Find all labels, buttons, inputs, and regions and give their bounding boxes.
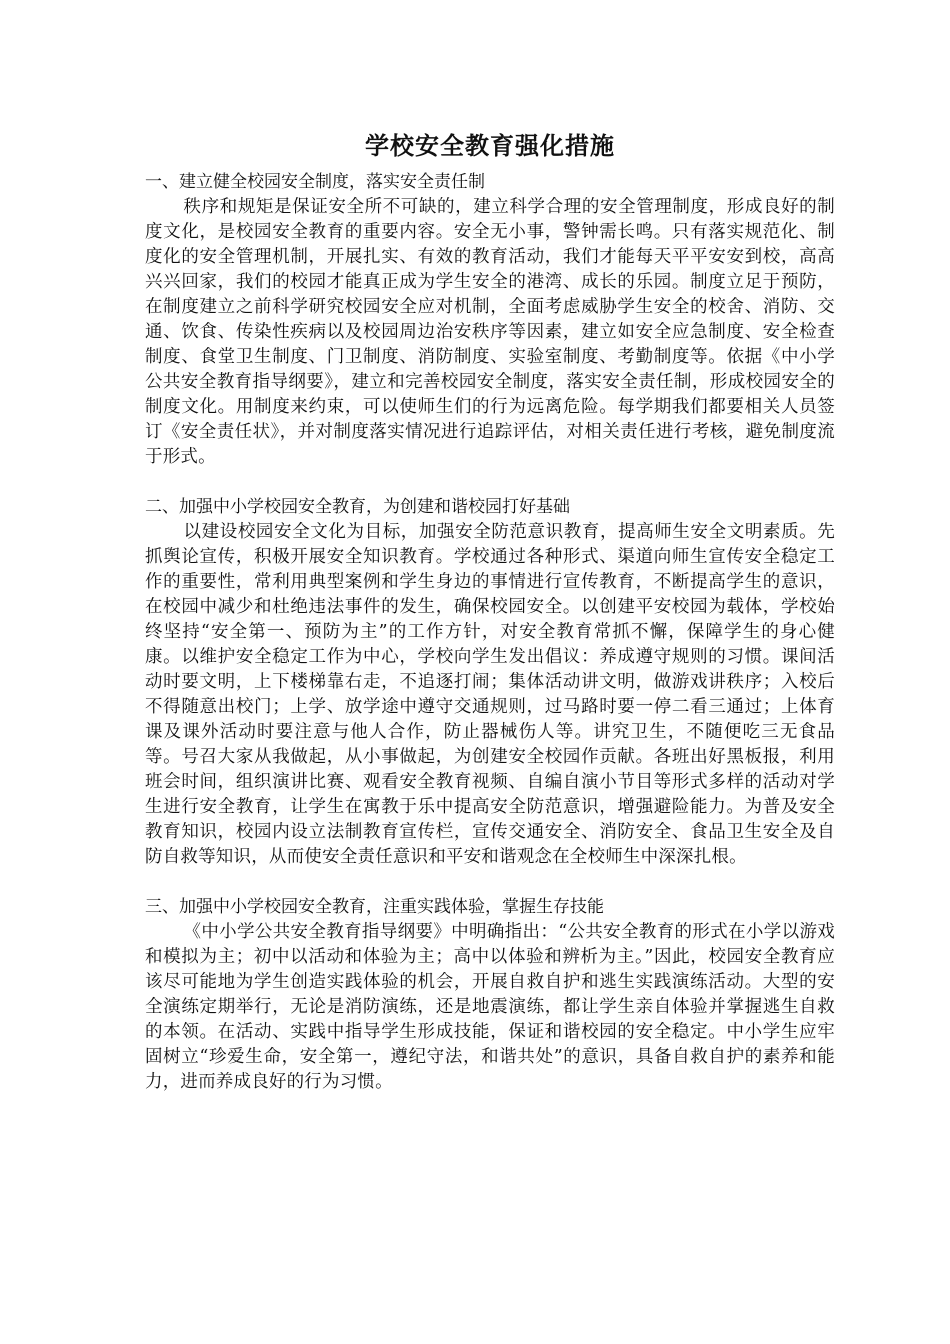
section-2 xyxy=(145,495,835,870)
section-heading: 一、建立健全校园安全制度，落实安全责任制 xyxy=(145,172,485,192)
section-paragraph: 《中小学公共安全教育指导纲要》中明确指出：“公共安全教育的形式在小学以游戏和模拟为主；初中以活动和体验为主；高中以体验和辨析为主。”因此，校园安全教育应该尽可能地为学生创造实践体验的机会，开展自救自护和逃生实践演练活动。大型的安全演练定期举行，无论是消防演练，还是地震演练，都让学生亲自体验并掌握逃生自救的本领。在活动、实践中指导学生形成技能，保证和谐校园的安全稳定。中小学生应牢固树立“珍爱生命，安全第一，遵纪守法，和谐共处”的意识，具备自救自护的素养和能力，进而养成良好的行为习惯。 xyxy=(145,922,835,1092)
section-paragraph: 秩序和规矩是保证安全所不可缺的，建立科学合理的安全管理制度，形成良好的制度文化，是校园安全教育的重要内容。安全无小事，警钟需长鸣。只有落实规范化、制度化的安全管理机制，开展扎实、有效的教育活动，我们才能每天平平安安到校，高高兴兴回家，我们的校园才能真正成为学生安全的港湾、成长的乐园。制度立足于预防，在制度建立之前科学研究校园安全应对机制，全面考虑威胁学生安全的校舍、消防、交通、饮食、传染性疾病以及校园周边治安秩序等因素，建立如安全应急制度、安全检查制度、食堂卫生制度、门卫制度、消防制度、实验室制度、考勤制度等。依据《中小学公共安全教育指导纲要》，建立和完善校园安全制度，落实安全责任制，形成校园安全的制度文化。用制度来约束，可以使师生们的行为远离危险。每学期我们都要相关人员签订《安全责任状》，并对制度落实情况进行追踪评估，对相关责任进行考核，避免制度流于形式。 xyxy=(145,197,835,467)
document-page xyxy=(145,128,835,1095)
document-title: 学校安全教育强化措施 xyxy=(365,131,615,160)
section-paragraph: 以建设校园安全文化为目标，加强安全防范意识教育，提高师生安全文明素质。先抓舆论宣传，积极开展安全知识教育。学校通过各种形式、渠道向师生宣传安全稳定工作的重要性，常利用典型案例和学生身边的事情进行宣传教育，不断提高学生的意识，在校园中减少和杜绝违法事件的发生，确保校园安全。以创建平安校园为载体，学校始终坚持“安全第一、预防为主”的工作方针，对安全教育常抓不懈，保障学生的身心健康。以维护安全稳定工作为中心，学校向学生发出倡议：养成遵守规则的习惯。课间活动时要文明，上下楼梯靠右走，不追逐打闹；集体活动讲文明，做游戏讲秩序；入校后不得随意出校门；上学、放学途中遵守交通规则，过马路时要一停二看三通过；上体育课及课外活动时要注意与他人合作，防止器械伤人等。讲究卫生，不随便吃三无食品等。号召大家从我做起，从小事做起，为创建安全校园作贡献。各班出好黑板报，利用班会时间，组织演讲比赛、观看安全教育视频、自编自演小节目等形式多样的活动对学生进行安全教育，让学生在寓教于乐中提高安全防范意识，增强避险能力。为普及安全教育知识，校园内设立法制教育宣传栏，宣传交通安全、消防安全、食品卫生安全及自防自救等知识，从而使安全责任意识和平安和谐观念在全校师生中深深扎根。 xyxy=(145,522,835,867)
section-divider xyxy=(145,870,835,895)
section-3 xyxy=(145,895,835,1095)
section-divider xyxy=(145,470,835,495)
section-heading: 三、加强中小学校园安全教育，注重实践体验，掌握生存技能 xyxy=(145,897,604,917)
section-heading: 二、加强中小学校园安全教育，为创建和谐校园打好基础 xyxy=(145,497,570,517)
section-1 xyxy=(145,170,835,470)
